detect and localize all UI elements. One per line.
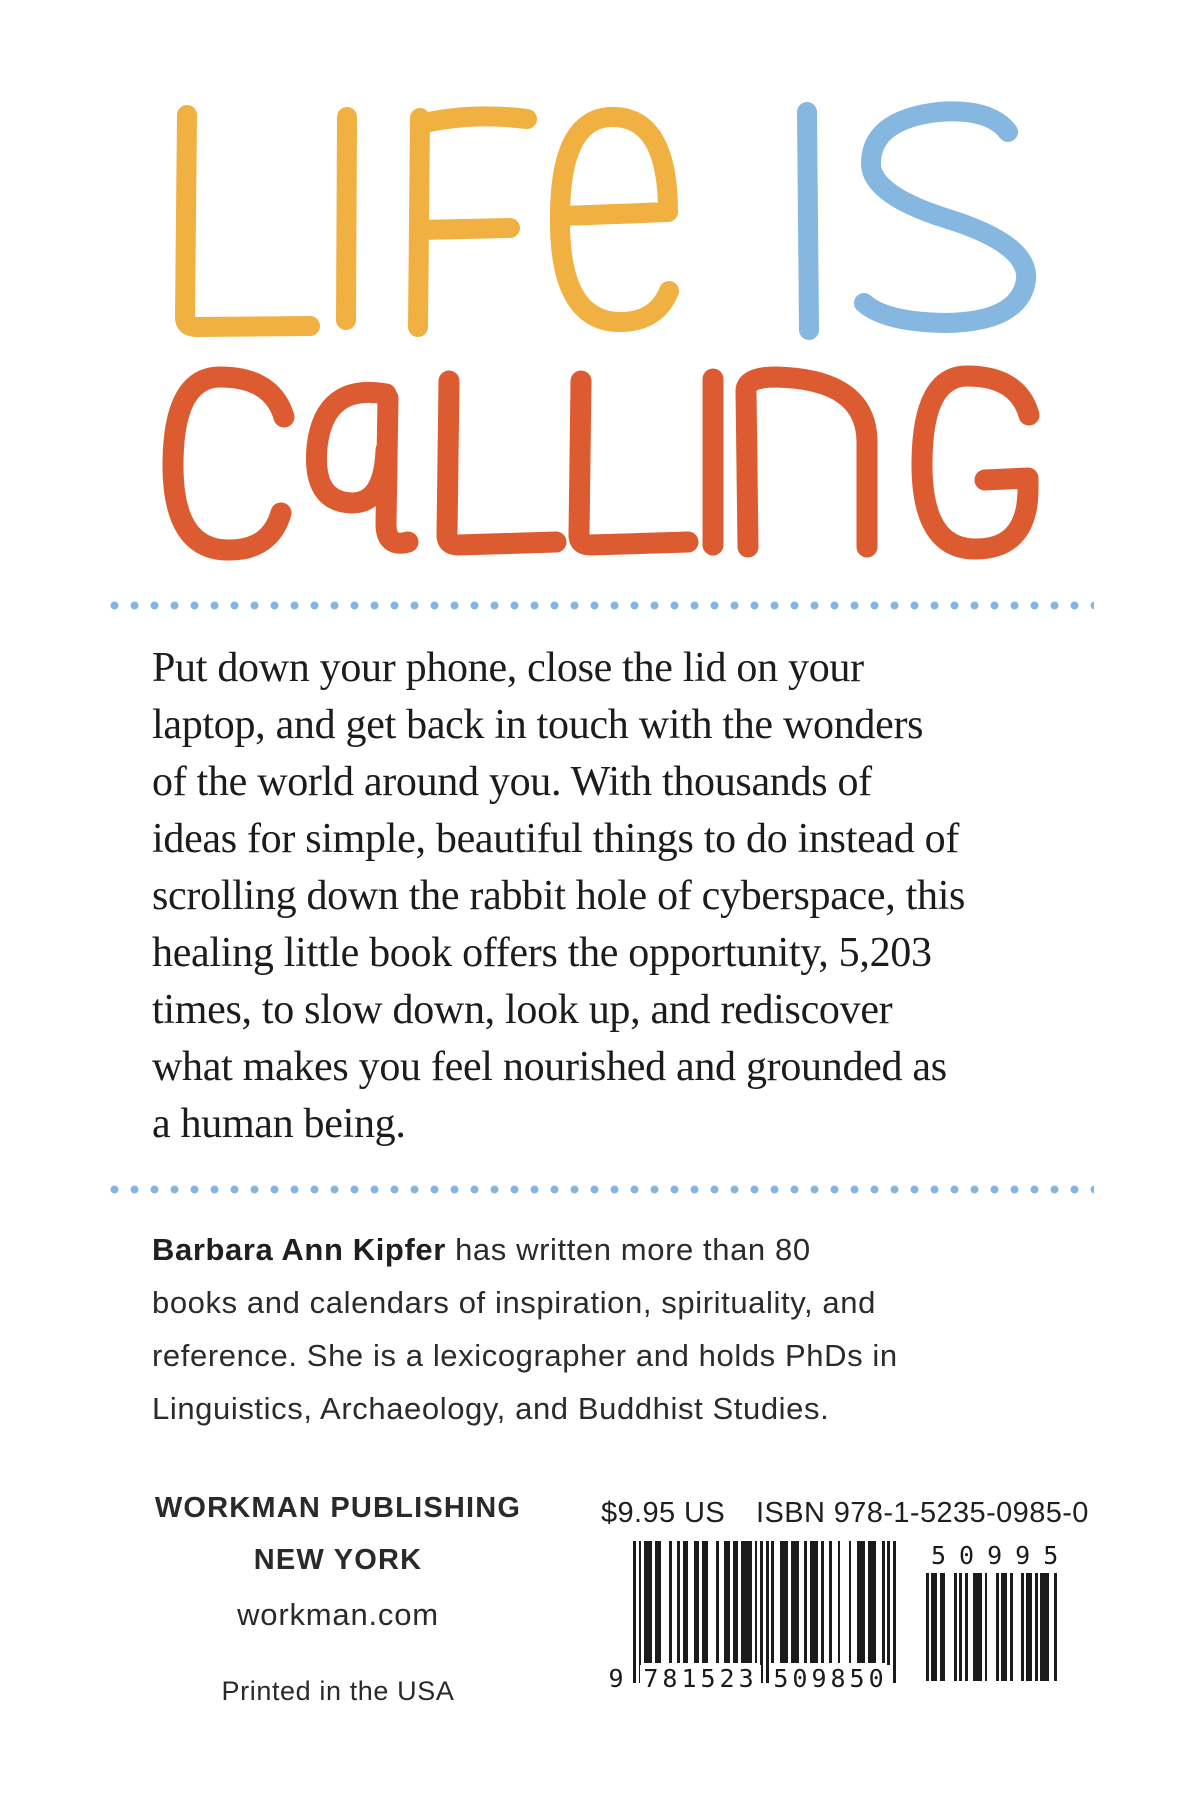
dotted-divider-top <box>110 601 1094 610</box>
bio-line <box>152 1223 1092 1276</box>
synopsis-line: scrolling down the rabbit hole of cyberspace, this <box>152 873 966 919</box>
title-lettering <box>0 0 1200 600</box>
isbn-label: ISBN 978-1-5235-0985-0 <box>756 1497 1089 1529</box>
bio-line: books and calendars of inspiration, spirituality, and <box>152 1285 876 1320</box>
synopsis-line: ideas for simple, beautiful things to do instead of <box>152 816 960 862</box>
addon-barcode-digits: 50995 <box>931 1541 1072 1570</box>
title-word-is <box>807 111 1026 330</box>
synopsis-line: a human being. <box>152 1101 406 1147</box>
barcode-digit-lead: 9 <box>608 1664 624 1693</box>
publisher-website: workman.com <box>237 1597 439 1632</box>
addon-barcode-bars <box>923 1573 1059 1681</box>
publisher-block <box>118 1492 558 1707</box>
author-name: Barbara Ann Kipfer <box>152 1232 446 1267</box>
synopsis-line: what makes you feel nourished and grounded as <box>152 1044 947 1090</box>
dotted-divider-bottom <box>110 1185 1094 1194</box>
bio-line: reference. She is a lexicographer and holds PhDs in <box>152 1338 898 1373</box>
bio-line-rest: has written more than 80 <box>445 1232 811 1267</box>
synopsis-line: times, to slow down, look up, and rediscover <box>152 987 893 1033</box>
synopsis-line: of the world around you. With thousands of <box>152 759 872 805</box>
synopsis-line: Put down your phone, close the lid on your <box>152 645 864 691</box>
barcode-digits-left: 781523 <box>640 1665 761 1695</box>
printed-in-usa-label: Printed in the USA <box>221 1676 455 1706</box>
title-word-life <box>185 115 669 327</box>
synopsis-line: healing little book offers the opportunity, 5,203 <box>152 930 932 976</box>
bio-line: Linguistics, Archaeology, and Buddhist Studies. <box>152 1391 830 1426</box>
publisher-name: WORKMAN PUBLISHING <box>154 1492 522 1524</box>
title-word-calling <box>173 376 1029 550</box>
synopsis-text <box>152 640 1092 1153</box>
price-addon-barcode <box>923 1541 1072 1681</box>
price-label: $9.95 US <box>601 1497 726 1529</box>
barcode-bars <box>633 1541 899 1683</box>
synopsis-line: laptop, and get back in touch with the wonders <box>152 702 924 748</box>
publisher-city: NEW YORK <box>253 1544 423 1576</box>
author-bio <box>152 1223 1092 1435</box>
isbn-barcode <box>608 1541 899 1693</box>
barcode-digits-right: 509850 <box>770 1665 891 1695</box>
